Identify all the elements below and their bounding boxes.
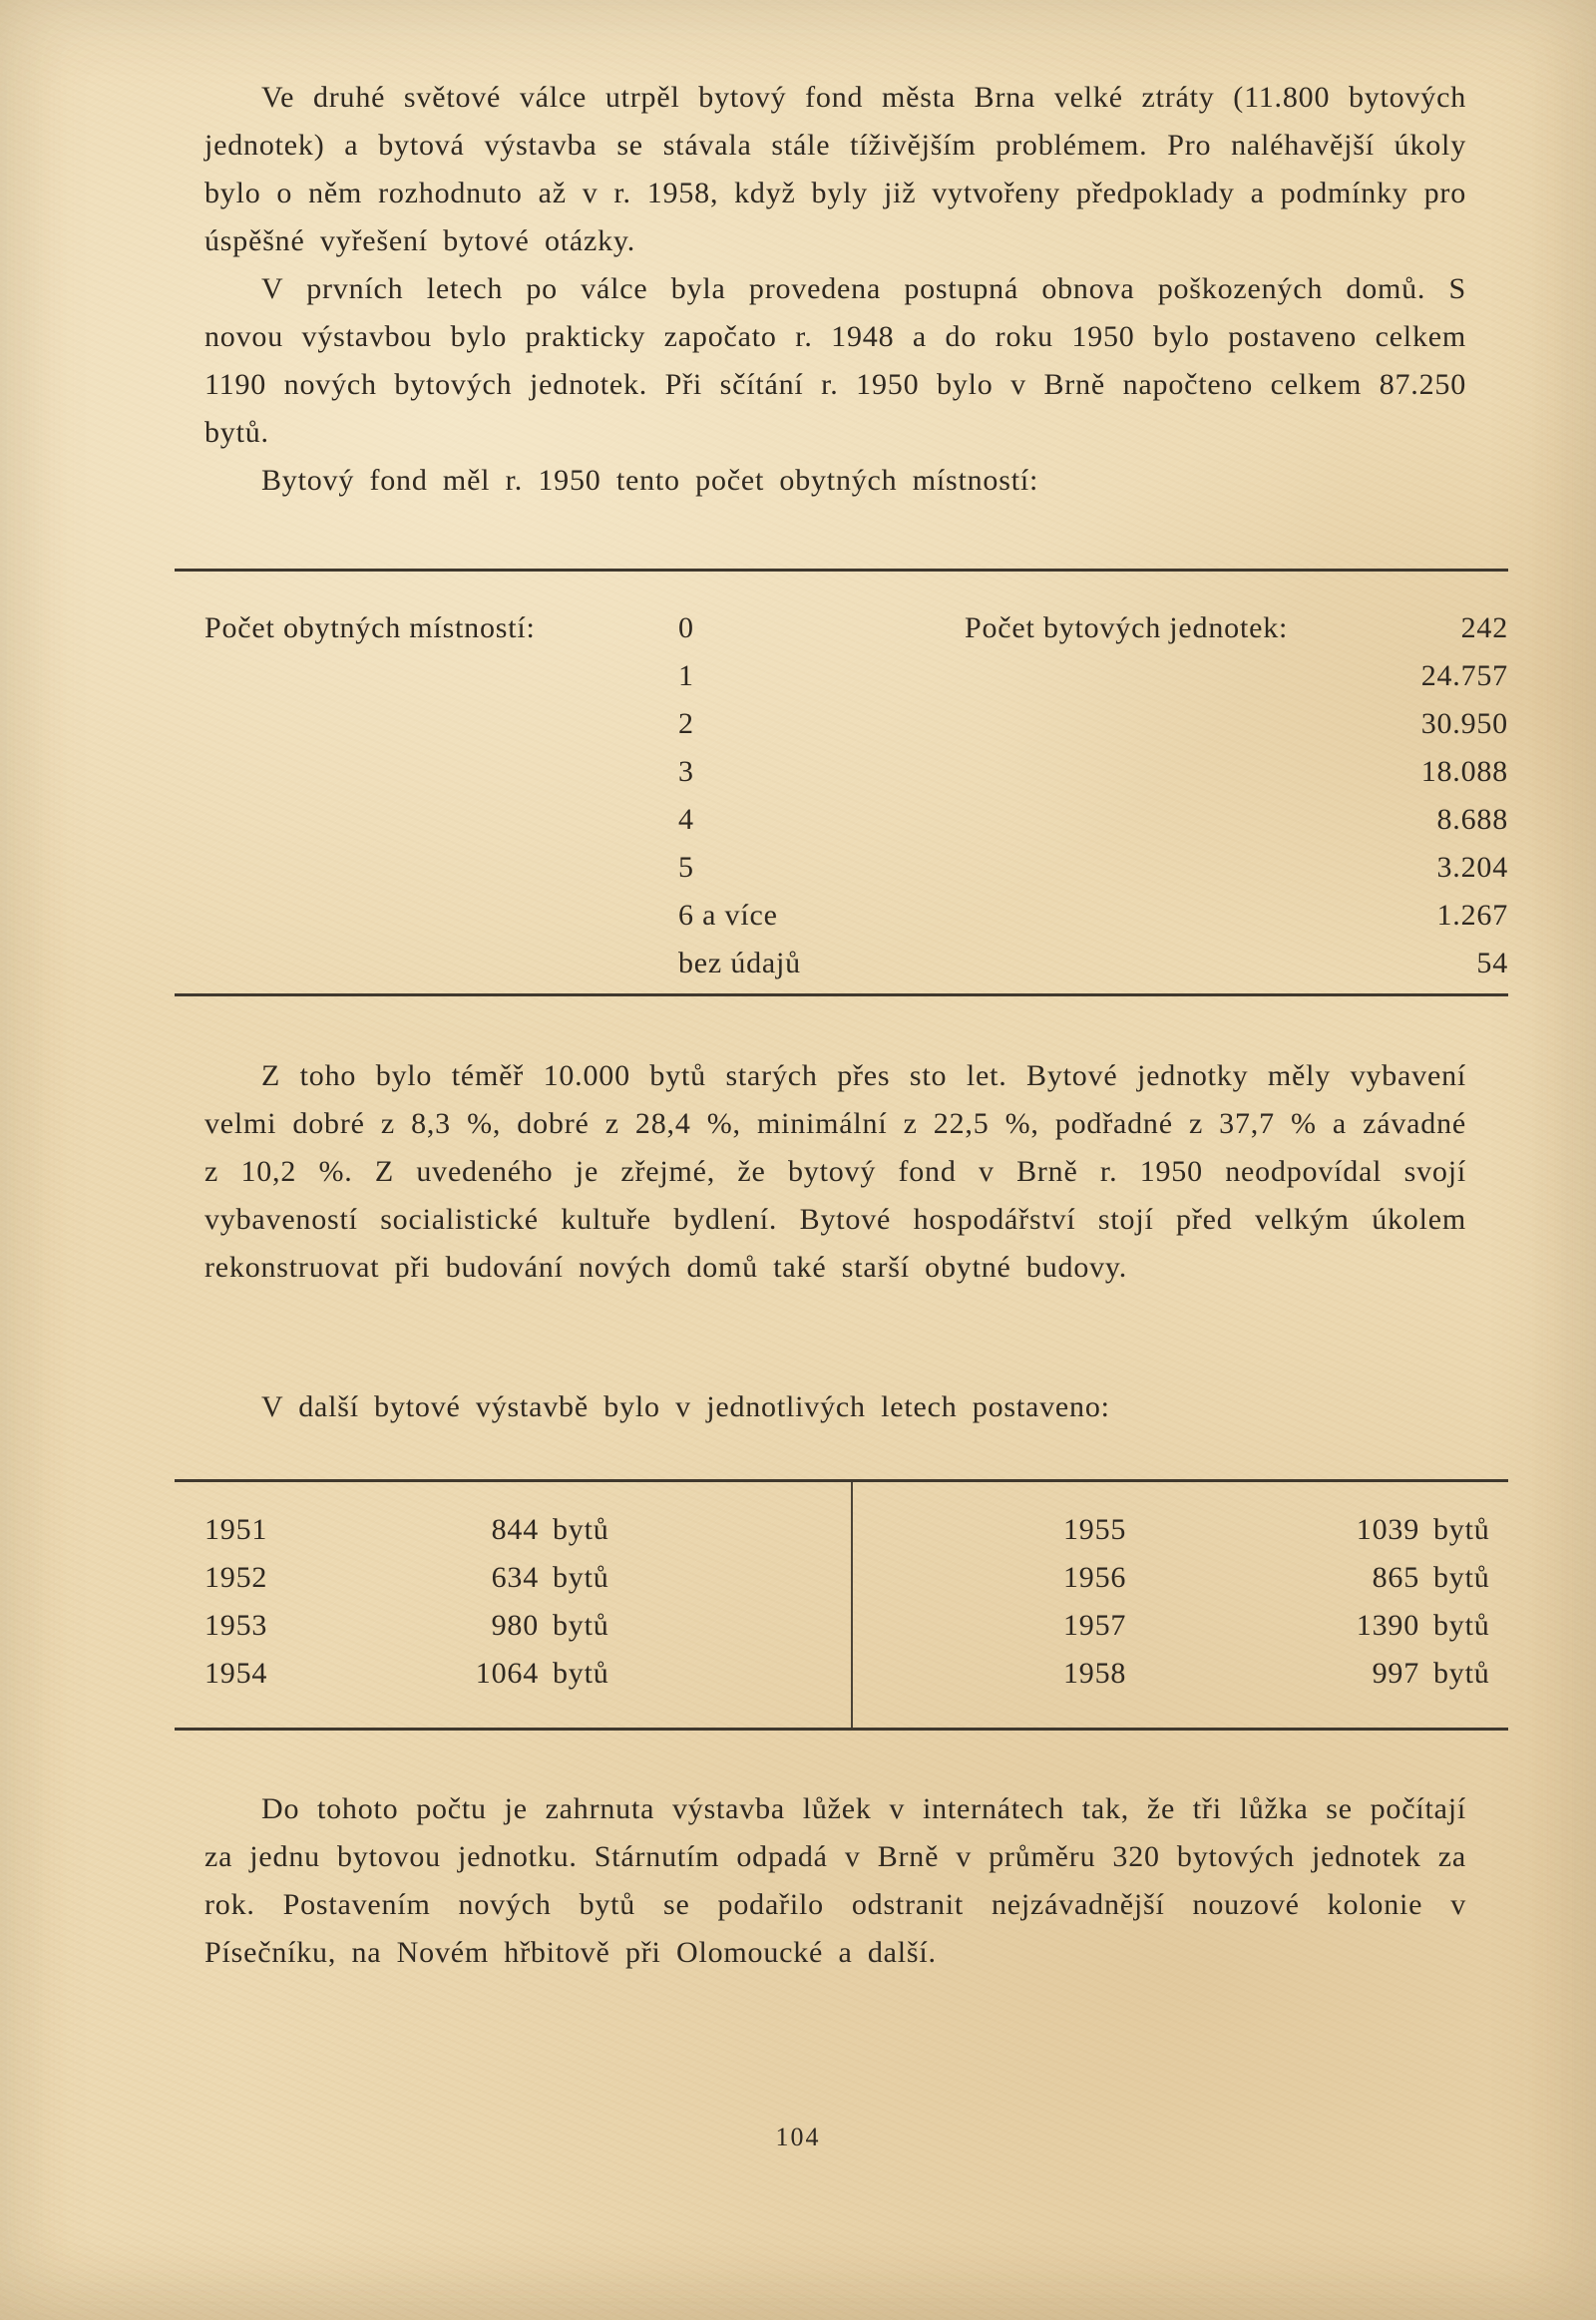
empty-cell	[204, 652, 678, 700]
units-count-cell: 18.088	[1420, 755, 1508, 788]
table-row	[175, 604, 1508, 652]
paragraph-war-losses: Ve druhé světové válce utrpěl bytový fond města Brna velké ztráty (11.800 bytových jednotek) a bytová výstavba se stávala stále tíživějším problémem. Pro naléhavější úkoly bylo o něm rozhodnuto až v r. 1958, když byly již vytvořeny předpoklady a podmínky pro úspěšné vyřešení bytové otázky.	[204, 81, 1466, 257]
table-row	[175, 892, 1508, 940]
table-row	[851, 1554, 1508, 1602]
units-count-cell: 30.950	[1420, 707, 1508, 740]
count-cell: 1064	[475, 1657, 539, 1690]
paragraph-construction-intro: V další bytové výstavbě bylo v jednotlivých letech postaveno:	[261, 1390, 1110, 1423]
count-cell: 1390	[1356, 1609, 1419, 1642]
count-cell: 980	[491, 1609, 539, 1642]
rooms-table-left-header: Počet obytných místností:	[204, 611, 536, 644]
count-cell: 865	[1372, 1561, 1419, 1594]
rooms-count-cell: 1	[678, 659, 694, 692]
paragraph-quality: Z toho bylo téměř 10.000 bytů starých přes sto let. Bytové jednotky měly vybavení velmi dobré z 8,3 %, dobré z 28,4 %, minimální z 22,5 %, podřadné z 37,7 % a závadné z 10,2 %. Z uvedeného je zřejmé, že bytový fond v Brně r. 1950 neodpovídal svojí vybaveností socialistické kultuře bydlení. Bytové hospodářství stojí před velkým úkolem rekonstruovat při budování nových domů také starší obytné budovy.	[204, 1059, 1466, 1284]
construction-table-left	[175, 1506, 851, 1698]
table-row	[851, 1506, 1508, 1554]
table-row	[175, 1554, 851, 1602]
units-count-cell: 24.757	[1420, 659, 1508, 692]
rooms-count-cell: 3	[678, 755, 694, 788]
page-number: 104	[775, 2123, 821, 2151]
unit-cell: bytů	[1433, 1657, 1490, 1690]
table-row	[175, 844, 1508, 892]
unit-cell: bytů	[1433, 1513, 1490, 1546]
empty-cell	[965, 700, 1387, 748]
table-row	[175, 700, 1508, 748]
page-content	[204, 0, 1508, 1977]
units-count-cell: 1.267	[1436, 899, 1508, 932]
year-cell: 1953	[204, 1609, 268, 1642]
empty-cell	[204, 748, 678, 796]
units-count-cell: 8.688	[1436, 803, 1508, 836]
paragraph-postwar-recovery: V prvních letech po válce byla provedena postupná obnova poškozených domů. S novou výstavbou bylo prakticky započato r. 1948 a do roku 1950 bylo postaveno celkem 1190 nových bytových jednotek. Při sčítání r. 1950 bylo v Brně napočteno celkem 87.250 bytů.	[204, 272, 1466, 449]
unit-cell: bytů	[553, 1513, 609, 1546]
units-count-cell: 242	[1460, 611, 1508, 644]
rooms-count-cell: bez údajů	[678, 947, 801, 979]
units-count-cell: 54	[1476, 947, 1508, 979]
paragraph-housing-fund-intro: Bytový fond měl r. 1950 tento počet obytných místností:	[261, 464, 1039, 497]
year-cell: 1956	[1063, 1561, 1127, 1594]
table-row	[175, 1602, 851, 1650]
year-cell: 1951	[204, 1513, 268, 1546]
table-divider	[851, 1482, 853, 1728]
rooms-count-cell: 6 a více	[678, 899, 778, 932]
count-cell: 634	[491, 1561, 539, 1594]
count-cell: 844	[491, 1513, 539, 1546]
empty-cell	[965, 796, 1387, 844]
unit-cell: bytů	[553, 1609, 609, 1642]
table-row	[175, 1650, 851, 1698]
rooms-table	[175, 569, 1508, 996]
table-row	[175, 940, 1508, 987]
empty-cell	[965, 652, 1387, 700]
empty-cell	[204, 700, 678, 748]
table-row	[851, 1650, 1508, 1698]
construction-table-right	[851, 1506, 1508, 1698]
count-cell: 1039	[1356, 1513, 1419, 1546]
rooms-table-right-header: Počet bytových jednotek:	[965, 611, 1289, 644]
year-cell: 1955	[1063, 1513, 1127, 1546]
year-cell: 1958	[1063, 1657, 1127, 1690]
empty-cell	[965, 748, 1387, 796]
rooms-count-cell: 0	[678, 611, 694, 644]
rooms-count-cell: 4	[678, 803, 694, 836]
count-cell: 997	[1372, 1657, 1419, 1690]
construction-table	[175, 1479, 1508, 1731]
empty-cell	[204, 796, 678, 844]
rooms-count-cell: 5	[678, 851, 694, 884]
year-cell: 1957	[1063, 1609, 1127, 1642]
year-cell: 1952	[204, 1561, 268, 1594]
units-count-cell: 3.204	[1436, 851, 1508, 884]
table-row	[175, 1506, 851, 1554]
unit-cell: bytů	[1433, 1561, 1490, 1594]
unit-cell: bytů	[553, 1561, 609, 1594]
unit-cell: bytů	[553, 1657, 609, 1690]
rooms-count-cell: 2	[678, 707, 694, 740]
unit-cell: bytů	[1433, 1609, 1490, 1642]
empty-cell	[204, 892, 678, 940]
empty-cell	[965, 844, 1387, 892]
year-cell: 1954	[204, 1657, 268, 1690]
empty-cell	[965, 940, 1387, 987]
empty-cell	[965, 892, 1387, 940]
table-row	[175, 748, 1508, 796]
paragraph-dormitories: Do tohoto počtu je zahrnuta výstavba lůžek v internátech tak, že tři lůžka se počítají za jednu bytovou jednotku. Stárnutím odpadá v Brně v průměru 320 bytových jednotek za rok. Postavením nových bytů se podařilo odstranit nejzávadnější nouzové kolonie v Písečníku, na Novém hřbitově při Olomoucké a další.	[204, 1792, 1466, 1969]
empty-cell	[204, 844, 678, 892]
table-row	[851, 1602, 1508, 1650]
table-row	[175, 796, 1508, 844]
empty-cell	[204, 940, 678, 987]
table-row	[175, 652, 1508, 700]
